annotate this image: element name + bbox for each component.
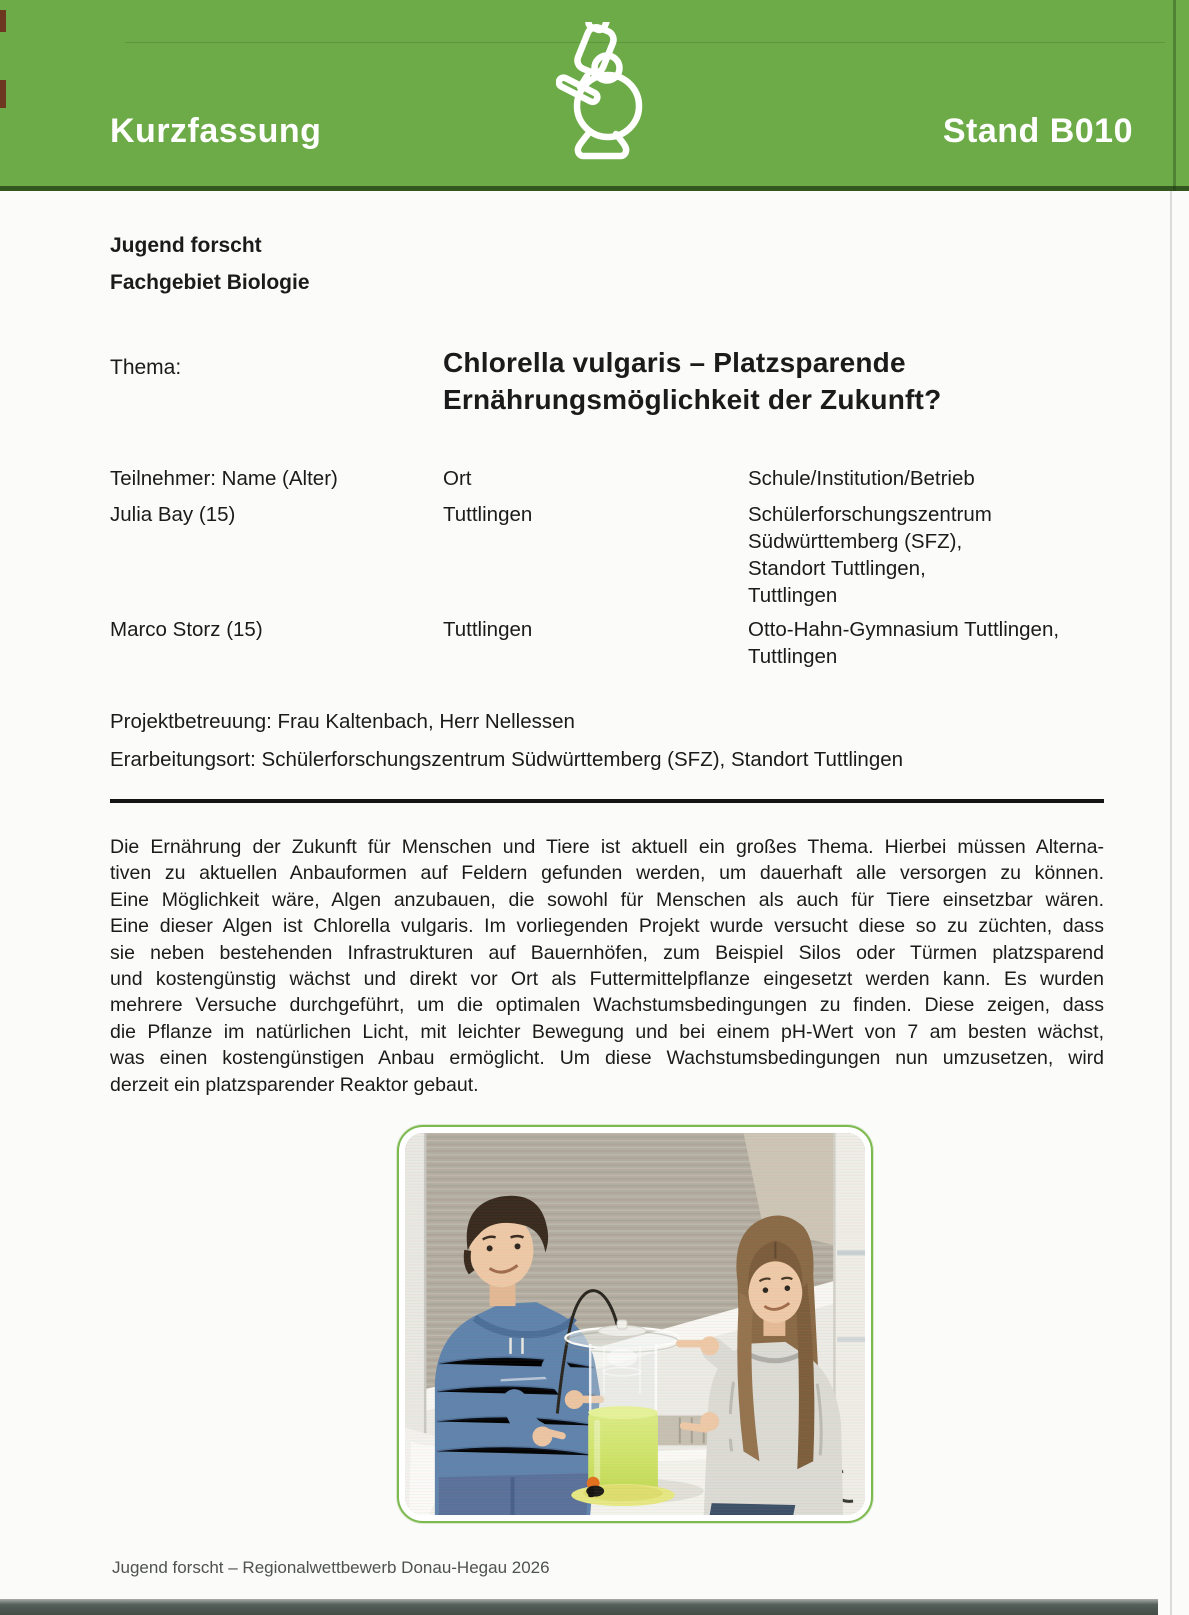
col-header-name: Teilnehmer: Name (Alter) [110,467,338,490]
participant-name: Marco Storz (15) [110,618,263,641]
header-band [0,0,1189,191]
participant-row [110,616,1113,670]
participant-ort: Tuttlingen [443,503,533,526]
col-header-institution: Schule/Institution/Betrieb [748,467,975,490]
scan-artifact-mark [0,10,6,32]
thema-label: Thema: [110,356,182,379]
footer-competition-line: Jugend forscht – Regionalwettbewerb Donau-Hegau 2026 [112,1558,550,1577]
project-title-line2: Ernährungsmöglichkeit der Zukunft? [443,384,942,415]
stand-number: Stand B010 [942,112,1133,150]
scan-artifact-mark [0,80,6,108]
participant-row [110,501,1113,609]
participant-name: Julia Bay (15) [110,503,236,526]
document-type-label: Kurzfassung [110,112,322,150]
project-workplace: Erarbeitungsort: Schülerforschungszentrum Südwürttemberg (SFZ), Standort Tuttlingen [110,748,904,771]
project-photo-image [405,1133,865,1515]
project-title [443,344,941,418]
scan-bottom-strip [0,1599,1158,1615]
project-supervision: Projektbetreuung: Frau Kaltenbach, Herr Nellessen [110,710,575,733]
abstract-text: Die Ernährung der Zukunft für Menschen und Tiere ist aktuell ein großes Thema. Hierbei müssen Alterna- tiven zu aktuellen Anbauformen auf Feldern gefunden werden, um dauerhaft alle versorgen zu können. Eine Möglichkeit wäre, Algen anzubauen, die sowohl für Menschen als auch für Tiere einsetzbar wären. Eine dieser Algen ist Chlorella vulgaris. Im vorliegenden Projekt wurde versucht diese so zu züchten, dass sie neben bestehenden Infrastrukturen auf Bauernhöfen, zum Beispiel Silos oder Türmen platzsparend und kostengünstig wächst und direkt vor Ort als Futtermittelpflanze eingesetzt werden kann. Es wurden mehrere Versuche durchgeführt, um die optimalen Wachstumsbedingungen zu finden. Diese zeigen, dass die Pflanze im natürlichen Licht, mit leichter Bewegung und bei einem pH-Wert von 7 am besten wächst, was einen kostengünstigen Anbau ermöglicht. Um diese Wachstumsbedingungen nun umzusetzen, wird derzeit ein platzsparender Reaktor gebaut. [110,836,1104,1096]
project-title-line1: Chlorella vulgaris – Platzsparende [443,347,906,378]
divider-rule [110,799,1104,803]
page-fold-seam [1173,0,1176,191]
participant-ort: Tuttlingen [443,618,533,641]
competition-name: Jugend forscht [110,234,262,257]
subject-field: Fachgebiet Biologie [110,271,310,294]
col-header-ort: Ort [443,467,472,490]
page-edge-line [1170,191,1172,1615]
participant-institution: Otto-Hahn-Gymnasium Tuttlingen, Tuttlingen [748,618,1060,668]
microscope-icon [556,22,648,168]
project-photo [397,1125,873,1523]
participant-institution: Schülerforschungszentrum Südwürttemberg (SFZ), Standort Tuttlingen, Tuttlingen [748,503,992,607]
participants-header-row [110,465,1113,492]
